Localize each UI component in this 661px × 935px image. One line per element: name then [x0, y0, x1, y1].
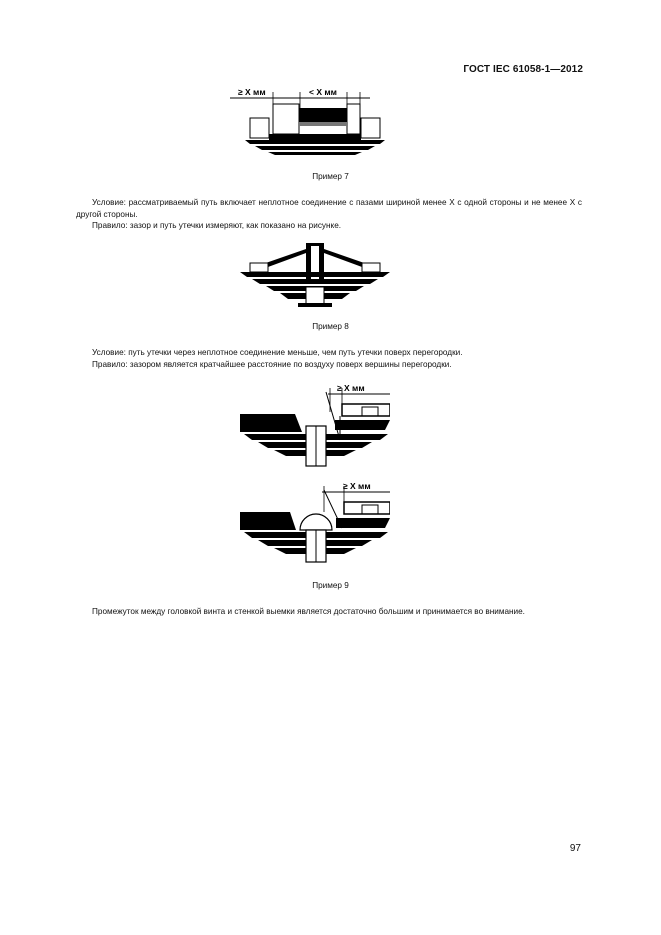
page-number: 97 [569, 843, 581, 854]
document-header: ГОСТ IEC 61058-1—2012 [463, 64, 583, 75]
figure-example-9-top [240, 380, 390, 472]
caption-example-7: Пример 7 [312, 172, 349, 181]
condition-paragraph: Условие: путь утечки через неплотное соединение меньше, чем путь утечки поверх перегородки. [92, 348, 463, 357]
figure-example-7 [230, 84, 400, 160]
rule-paragraph: Правило: зазором является кратчайшее расстояние по воздуху поверх вершины перегородки. [92, 359, 452, 369]
example-8-text [76, 347, 582, 370]
note-paragraph: Промежуток между головкой винта и стенкой выемки является достаточно большим и принимается во внимание. [92, 607, 525, 616]
caption-example-9: Пример 9 [312, 581, 349, 590]
condition-paragraph: Условие: рассматриваемый путь включает неплотное соединение с пазами шириной менее X с одной стороны и не менее X с другой стороны. [76, 198, 582, 219]
dimension-label-left: ≥ X мм [238, 87, 266, 97]
figure-example-8 [240, 243, 390, 313]
figure-example-9-bottom [240, 478, 390, 570]
dimension-label-bottom: ≥ X мм [343, 481, 371, 491]
example-7-text [76, 197, 582, 232]
dimension-label-right: < X мм [309, 87, 337, 97]
caption-example-8: Пример 8 [312, 322, 349, 331]
example-9-text [76, 606, 582, 618]
rule-paragraph: Правило: зазор и путь утечки измеряют, как показано на рисунке. [92, 221, 342, 231]
dimension-label-top: ≥ X мм [337, 383, 365, 393]
